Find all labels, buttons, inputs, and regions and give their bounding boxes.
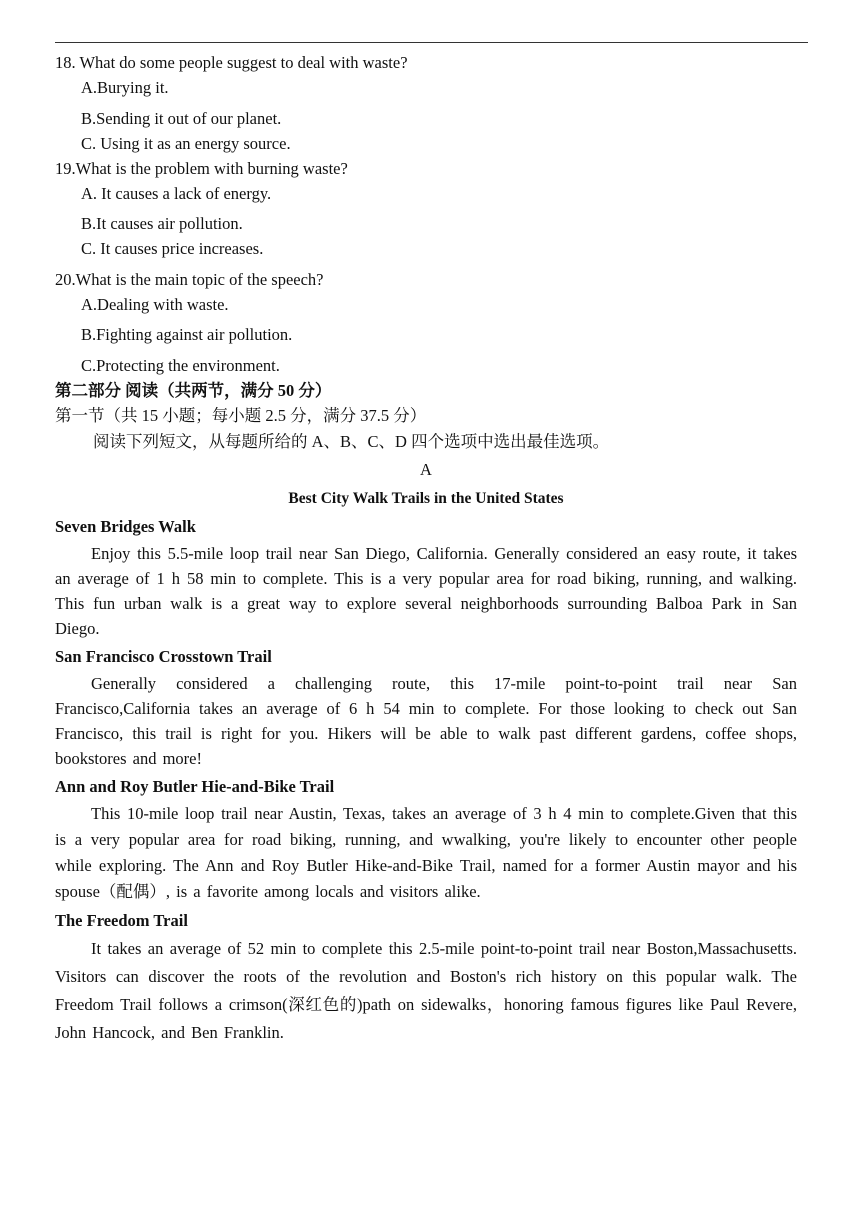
exam-page xyxy=(55,50,797,1047)
part-heading: 第二部分 阅读（共两节，满分 50 分） xyxy=(55,381,332,400)
question-19 xyxy=(55,156,797,261)
trail-name: Seven Bridges Walk xyxy=(55,517,196,536)
trail-name: San Francisco Crosstown Trail xyxy=(55,647,272,666)
trail-ann-roy-butler xyxy=(55,773,797,905)
question-20 xyxy=(55,267,797,378)
option-b: B.It causes air pollution. xyxy=(81,214,243,233)
option-b: B.Fighting against air pollution. xyxy=(81,325,293,344)
section-heading: 第一节（共 15 小题；每小题 2.5 分，满分 37.5 分） xyxy=(55,406,427,425)
option-c: C. Using it as an energy source. xyxy=(81,134,291,153)
passage-label: A xyxy=(420,460,432,479)
instruction: 阅读下列短文，从每题所给的 A、B、C、D 四个选项中选出最佳选项。 xyxy=(93,432,610,451)
option-c: C.Protecting the environment. xyxy=(81,356,280,375)
trail-freedom xyxy=(55,907,797,1047)
question-18 xyxy=(55,50,797,156)
option-a: A.Dealing with waste. xyxy=(81,295,229,314)
trail-name: The Freedom Trail xyxy=(55,911,188,930)
option-c: C. It causes price increases. xyxy=(81,239,264,258)
trail-description: Generally considered a challenging route, this 17-mile point-to-point trail near San Francisco,California takes an average of 6 h 54 min to complete. For those looking to check out San Francisco, this trail is right for you. Hikers will be able to walk past different gardens, coffee shops, bookstores and more! xyxy=(55,674,797,768)
trail-description: This 10-mile loop trail near Austin, Texas, takes an average of 3 h 4 min to complete.Given that this is a very popular area for road biking, running, and wwalking, you're likely to encounter other people while exploring. The Ann and Roy Butler Hike-and-Bike Trail, named for a former Austin mayor and his spouse（配偶）, is a favorite among locals and visitors alike. xyxy=(55,804,797,901)
trail-san-francisco-crosstown xyxy=(55,643,797,771)
option-a: A. It causes a lack of energy. xyxy=(81,184,272,203)
trail-description: It takes an average of 52 min to complete this 2.5-mile point-to-point trail near Boston,Massachusetts. Visitors can discover the roots of the revolution and Boston's rich history on this popular walk. The Freedom Trail follows a crimson(深红色的)path on sidewalks，honoring famous figures like Paul Revere, John Hancock, and Ben Franklin. xyxy=(55,939,797,1042)
trail-description: Enjoy this 5.5-mile loop trail near San Diego, California. Generally considered an easy route, it takes an average of 1 h 58 min to complete. This is a very popular area for road biking, running, and walking. This fun urban walk is a great way to explore several neighborhoods surrounding Balboa Park in San Diego. xyxy=(55,544,797,638)
question-stem: 18. What do some people suggest to deal with waste? xyxy=(55,53,408,72)
trail-name: Ann and Roy Butler Hie-and-Bike Trail xyxy=(55,777,335,796)
question-stem: 19.What is the problem with burning waste? xyxy=(55,159,348,178)
option-a: A.Burying it. xyxy=(81,78,169,97)
article-title: Best City Walk Trails in the United States xyxy=(288,490,564,507)
question-stem: 20.What is the main topic of the speech? xyxy=(55,270,324,289)
header-rule xyxy=(55,42,808,43)
option-b: B.Sending it out of our planet. xyxy=(81,109,282,128)
trail-seven-bridges xyxy=(55,513,797,641)
